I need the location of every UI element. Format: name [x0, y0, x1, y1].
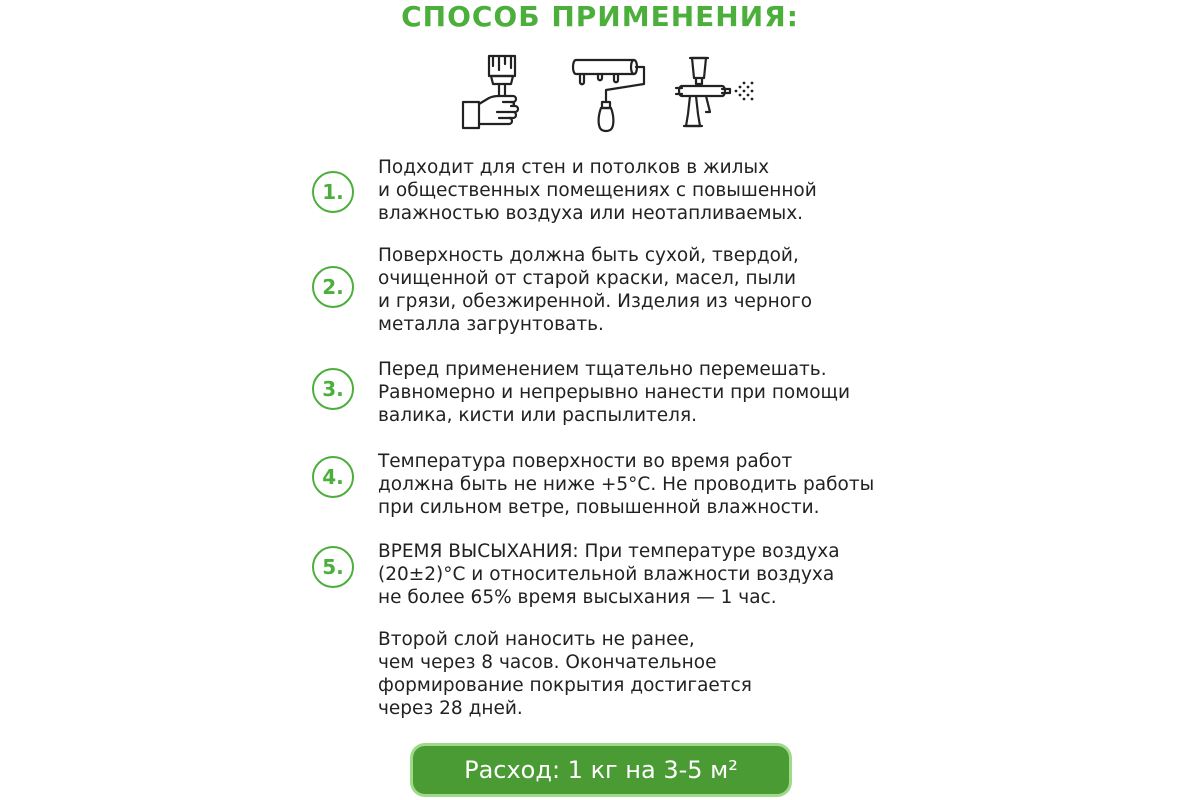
step-text: Температура поверхности во время работ должна быть не ниже +5°С. Не проводить работы при сильном ветре, повышенной влажности. [378, 451, 875, 518]
step-5 [312, 540, 912, 620]
application-methods-icons [0, 52, 1200, 134]
step-number-badge: 3. [312, 368, 354, 410]
step-4 [312, 450, 912, 530]
paint-roller-icon [564, 52, 654, 134]
step-number-badge: 1. [312, 171, 354, 213]
step-1 [312, 156, 912, 236]
step-number-badge: 4. [312, 456, 354, 498]
step-3 [312, 358, 912, 438]
step-text: Подходит для стен и потолков в жилых и общественных помещениях с повышенной влажностью воздуха или неотапливаемых. [378, 157, 817, 224]
second-coat-note: Второй слой наносить не ранее, чем через 8 часов. Окончательное формирование покрытия достигается через 28 дней. [378, 629, 752, 719]
page-title: СПОСОБ ПРИМЕНЕНИЯ: [401, 0, 799, 33]
spray-gun-icon [672, 52, 762, 134]
consumption-badge: Расход: 1 кг на 3-5 м² [413, 746, 789, 794]
brush-icon [453, 52, 543, 134]
step-text: ВРЕМЯ ВЫСЫХАНИЯ: При температуре воздуха (20±2)°С и относительной влажности воздуха не более 65% время высыхания — 1 час. [378, 541, 840, 608]
step-text: Перед применением тщательно перемешать. Равномерно и непрерывно нанести при помощи валика, кисти или распылителя. [378, 359, 850, 426]
step-number-badge: 2. [312, 266, 354, 308]
step-number-badge: 5. [312, 546, 354, 588]
step-text: Поверхность должна быть сухой, твердой, очищенной от старой краски, масел, пыли и грязи, обезжиренной. Изделия из черного металла загрунтовать. [378, 245, 813, 335]
step-2 [312, 244, 912, 344]
